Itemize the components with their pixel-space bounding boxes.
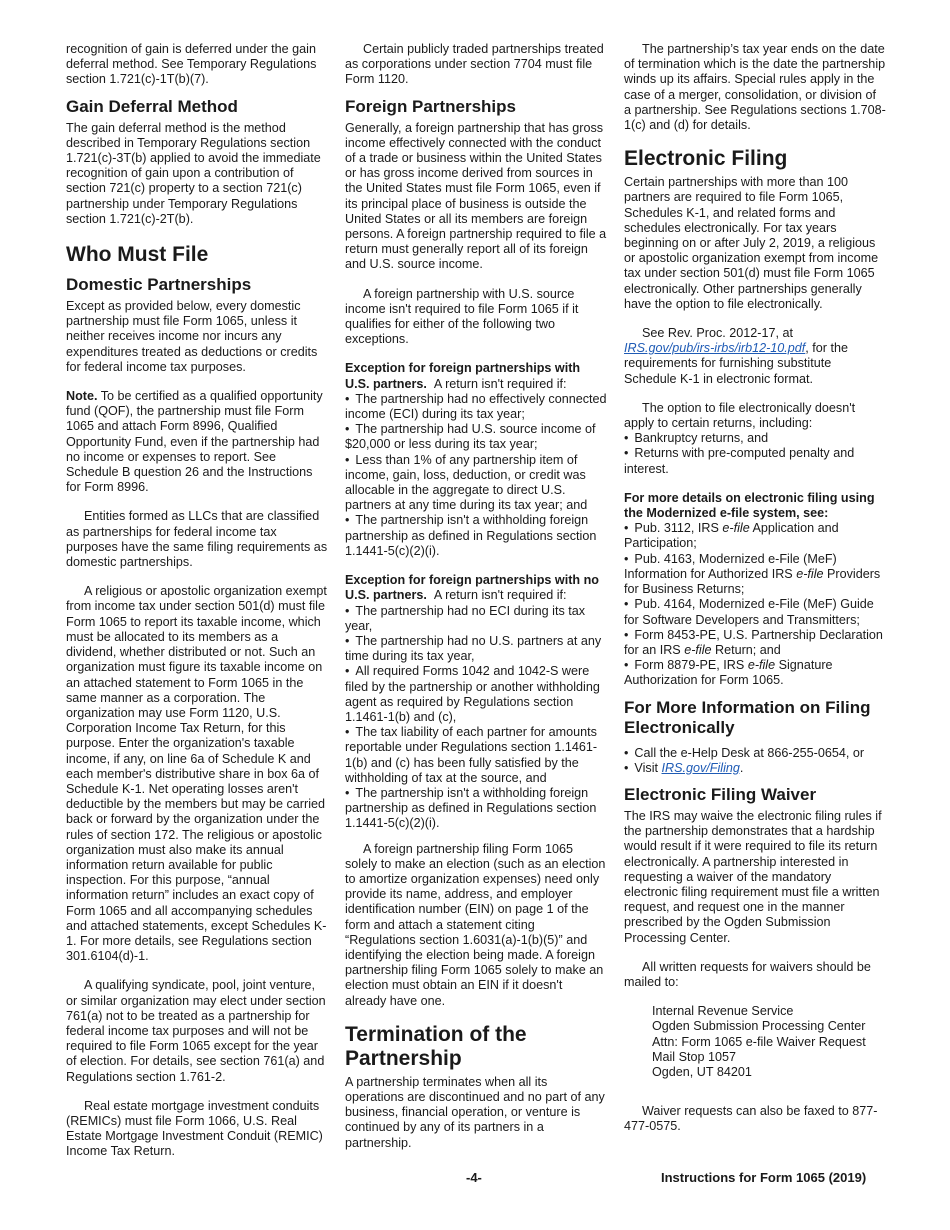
list-item: • All required Forms 1042 and 1042-S were filed by the partnership or another withholding agent as required by Regulations section 1.1461-1(b) and (c),	[345, 664, 607, 725]
list-item: • The partnership had no effectively connected income (ECI) during its tax year;	[345, 392, 607, 422]
list-item: • Form 8879-PE, IRS e-file Signature Authorization for Form 1065.	[624, 658, 886, 688]
list-item: • Form 8453-PE, U.S. Partnership Declaration for an IRS e-file Return; and	[624, 628, 886, 658]
heading-termination: Termination of the Partnership	[345, 1022, 527, 1070]
list-item: • The partnership had no ECI during its tax year,	[345, 604, 607, 634]
heading-domestic-partnerships: Domestic Partnerships	[66, 275, 252, 295]
footer-title: Instructions for Form 1065 (2019)	[661, 1170, 867, 1185]
paragraph: Real estate mortgage investment conduits (REMICs) must file Form 1066, U.S. Real Estate Mortgage Investment Conduit (REMIC) Income Tax Return.	[66, 1098, 323, 1159]
paragraph: See Rev. Proc. 2012-17, at IRS.gov/pub/irs-irbs/irb12-10.pdf, for the requirements for furnishing substitute Schedule K-1 in electronic format.	[624, 326, 848, 386]
exception-label: Exception for foreign partnerships with no U.S. partners.	[345, 573, 599, 603]
filing-link[interactable]: IRS.gov/Filing	[661, 760, 740, 775]
paragraph: All written requests for waivers should be mailed to:	[624, 959, 871, 989]
paragraph: Certain partnerships with more than 100 partners are required to file Form 1065, Schedules K-1, and related forms and schedules electronically. For tax years beginning on or after July 2, 2019, a religious or apostolic organization exempt from income tax under section 501(d) must file Form 1065 electronically. Other partnerships generally have the option to file electronically.	[624, 175, 879, 311]
heading-electronic-filing: Electronic Filing	[624, 147, 788, 171]
exception-no-us-partners: Exception for foreign partnerships with no U.S. partners. A return isn't required if: • The partnership had no ECI during its tax year, • The partnership had no U.S. partners at any time during its tax year, • All required Forms 1042 and 1042-S were filed by the partnership or another withholding agent as required by Regulations section 1.1461-1(b) and (c), • The tax liability of each partner for amounts reportable under Regulations section 1.1461-1(b) and (c) has been fully satisfied by the withholding of tax at the source, and • The partnership isn't a withholding foreign partnership as defined in Regulations section 1.1441-5(c)(2)(i).	[345, 573, 607, 831]
list-item: • Call the e-Help Desk at 866-255-0654, or	[624, 746, 886, 761]
option-list	[624, 431, 886, 477]
paragraph: The option to file electronically doesn't apply to certain returns, including:	[624, 400, 856, 431]
list-item: • The partnership had no U.S. partners at any time during its tax year,	[345, 634, 607, 664]
details-label: For more details on electronic filing using the Modernized e-file system, see:	[624, 490, 875, 521]
paragraph: Certain publicly traded partnerships treated as corporations under section 7704 must file Form 1120.	[345, 42, 604, 87]
paragraph: A qualifying syndicate, pool, joint venture, or similar organization may elect under section 761(a) not to be treated as a partnership for federal income tax purposes and will not be required to file Form 1065 except for the year of election. For details, see section 761(a) and Regulations section 1.761-2.	[66, 978, 326, 1084]
list-item: • Bankruptcy returns, and	[624, 431, 886, 446]
list-item: • Visit IRS.gov/Filing.	[624, 761, 886, 776]
heading-more-info: For More Information on Filing Electronically	[624, 697, 871, 737]
column-2	[345, 42, 607, 1160]
list-item: • Returns with pre-computed penalty and interest.	[624, 446, 886, 476]
paragraph: The IRS may waive the electronic filing rules if the partnership demonstrates that a hardship would result if it were required to file its return electronically. A partnership interested in requesting a waiver of the mandatory electronic filing requirement must file a written request, and request one in the manner prescribed by the Ogden Submission Processing Center.	[624, 808, 882, 945]
heading-waiver: Electronic Filing Waiver	[624, 784, 817, 804]
list-item: • Pub. 3112, IRS e-file Application and Participation;	[624, 521, 886, 551]
list-item: • The partnership had U.S. source income of $20,000 or less during its tax year;	[345, 422, 607, 452]
more-info-list	[624, 746, 886, 776]
page-number: -4-	[466, 1170, 482, 1185]
irb-link[interactable]: IRS.gov/pub/irs-irbs/irb12-10.pdf	[624, 341, 806, 356]
list-item: • The partnership isn't a withholding foreign partnership as defined in Regulations section 1.1441-5(c)(2)(i).	[345, 786, 607, 832]
heading-foreign-partnerships: Foreign Partnerships	[345, 96, 516, 116]
list-item: • The partnership isn't a withholding foreign partnership as defined in Regulations section 1.1441-5(c)(2)(i).	[345, 513, 607, 559]
list-item: • Pub. 4164, Modernized e-File (MeF) Guide for Software Developers and Transmitters;	[624, 597, 886, 627]
column-1	[66, 42, 328, 1169]
paragraph: A foreign partnership with U.S. source income isn't required to file Form 1065 if it qualifies for either of the following two exceptions.	[345, 286, 579, 347]
exception-us-partners: Exception for foreign partnerships with U.S. partners. A return isn't required if: • The partnership had no effectively connected income (ECI) during its tax year; • The partnership had U.S. source income of $20,000 or less during its tax year; • Less than 1% of any partnership item of income, gain, loss, deduction, or credit was allocable in the aggregate to direct U.S. partners at any time during its tax year; and • The partnership isn't a withholding foreign partnership as defined in Regulations section 1.1441-5(c)(2)(i).	[345, 361, 607, 559]
heading-gain-deferral: Gain Deferral Method	[66, 96, 238, 116]
paragraph: Waiver requests can also be faxed to 877-477-0575.	[624, 1104, 878, 1134]
list-item: • The tax liability of each partner for amounts reportable under Regulations section 1.1461-1(b) and (c) has been fully satisfied by the withholding of tax at the source, and	[345, 725, 607, 786]
paragraph: A foreign partnership filing Form 1065 solely to make an election (such as an election to amortize organization expenses) need only provide its name, address, and employer identification number (EIN) on page 1 of the form and attach a statement citing “Regulations section 1.6031(a)-1(b)(5)” and identifying the election being made. A foreign partnership filing Form 1065 solely to make an election must obtain an EIN if it doesn't already have one.	[345, 841, 606, 1008]
exception-label: Exception for foreign partnerships with U.S. partners.	[345, 361, 581, 391]
paragraph: recognition of gain is deferred under the gain deferral method. See Temporary Regulations section 1.721(c)-1T(b)(7).	[66, 42, 317, 87]
paragraph: The gain deferral method is the method described in Temporary Regulations section 1.721(c)-3T(b) applied to avoid the immediate recognition of gain upon a contribution of section 721(c) property to a section 721(c) partnership under Temporary Regulations section 1.721(c)-2T(b).	[66, 120, 321, 226]
paragraph: Except as provided below, every domestic partnership must file Form 1065, unless it neither receives income nor incurs any expenditures treated as deductions or credits for federal income tax purposes.	[66, 299, 318, 374]
paragraph: Entities formed as LLCs that are classified as partnerships for federal income tax purposes have the same filing requirements as domestic partnerships.	[66, 509, 328, 570]
list-item: • Pub. 4163, Modernized e-File (MeF) Information for Authorized IRS e-file Providers for Business Returns;	[624, 552, 886, 598]
paragraph: A religious or apostolic organization exempt from income tax under section 501(d) must file Form 1065 to report its taxable income, which must be allocated to its members as a dividend, whether distributed or not. Such an organization must figure its taxable income on an attached statement to Form 1065 in the same manner as a corporation. The organization may use Form 1120, U.S. Corporation Income Tax Return, for this purpose. Enter the organization's taxable income, if any, on line 6a of Schedule K and each member's distributive share in box 6a of Schedule K-1. Net operating losses aren't deductible by the members but may be carried back or forward by the organization under the rules of section 172. The religious or apostolic organization must also make its annual information return available for public inspection. For this purpose, “annual information return” includes an exact copy of Form 1065 and all accompanying schedules and attached statements, except Schedules K-1. For more details, see Regulations section 301.6104(d)-1.	[66, 584, 327, 964]
heading-who-must-file: Who Must File	[66, 243, 209, 267]
column-3	[624, 42, 886, 1144]
note-paragraph: Note. To be certified as a qualified opportunity fund (QOF), the partnership must file Form 1065 and attach Form 8996, Qualified Opportunity Fund, even if the partnership had no income or expenses to report. See Schedule B question 26 and the Instructions for Form 8996.	[66, 389, 323, 495]
mailing-address: Internal Revenue Service Ogden Submission Processing Center Attn: Form 1065 e-file Waiver Request Mail Stop 1057 Ogden, UT 84201	[652, 1004, 866, 1079]
paragraph: Generally, a foreign partnership that has gross income effectively connected with the conduct of a trade or business within the United States or has gross income derived from sources in the United States must file Form 1065, even if its principal place of business is outside the United States or all its members are foreign persons. A foreign partnership required to file a return must generally report all of its foreign and U.S. source income.	[345, 120, 607, 272]
list-item: • Less than 1% of any partnership item of income, gain, loss, deduction, or credit was allocable in the aggregate to direct U.S. partners at any time during its tax year; and	[345, 453, 607, 514]
paragraph: The partnership’s tax year ends on the date of termination which is the date the partnership winds up its affairs. Special rules apply in the case of a merger, consolidation, or division of a partnership. See Regulations sections 1.708-1(c) and (d) for details.	[624, 42, 886, 133]
details-list	[624, 521, 886, 688]
paragraph: A partnership terminates when all its operations are discontinued and no part of any business, financial operation, or venture is continued by any of its partners in a partnership.	[345, 1074, 605, 1150]
note-label: Note.	[66, 389, 98, 404]
